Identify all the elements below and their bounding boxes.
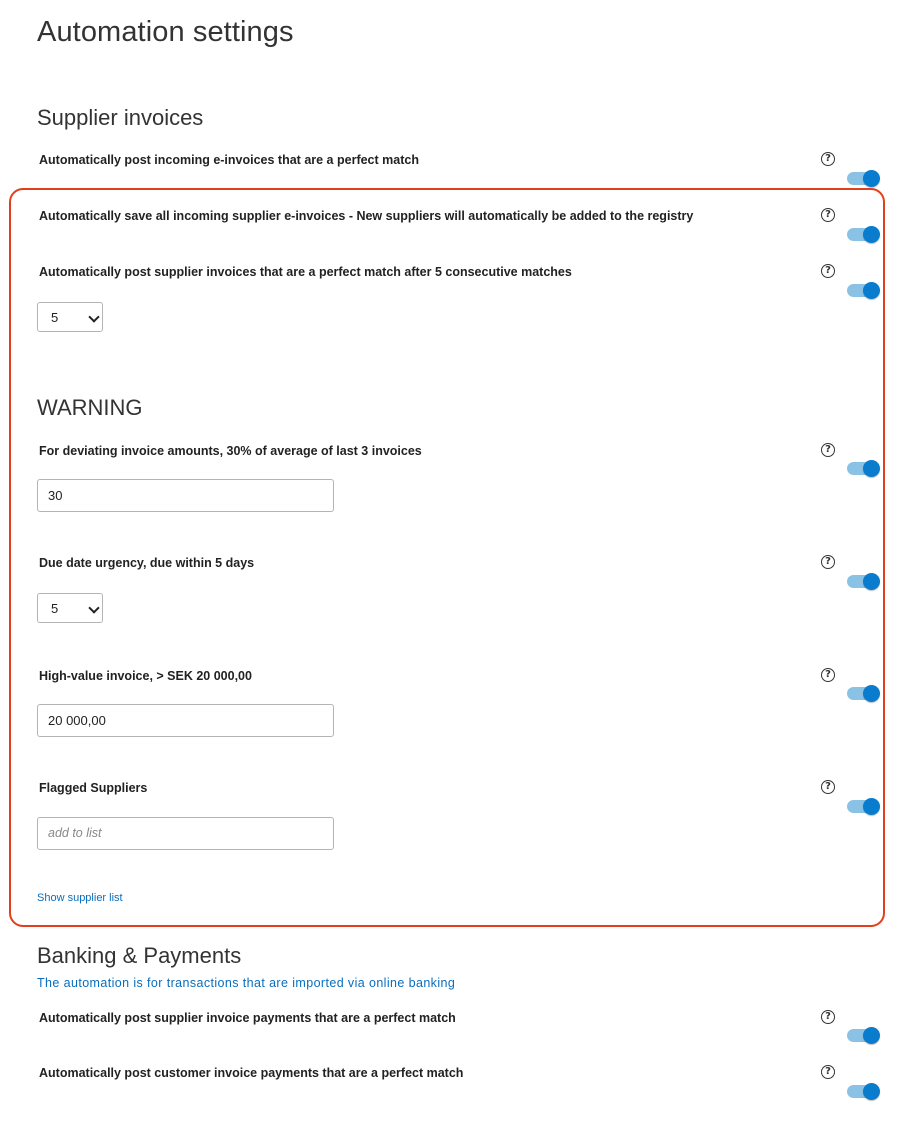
flagged-suppliers-toggle[interactable] xyxy=(847,797,879,817)
deviating-amounts-label: For deviating invoice amounts, 30% of average of last 3 invoices xyxy=(39,444,422,458)
question-circle-icon[interactable]: ? xyxy=(821,555,835,569)
customer-payments-toggle[interactable] xyxy=(847,1082,879,1102)
due-days-select[interactable] xyxy=(37,593,103,623)
save-einvoices-toggle[interactable] xyxy=(847,225,879,245)
question-circle-icon[interactable]: ? xyxy=(821,264,835,278)
post-after-matches-label: Automatically post supplier invoices that are a perfect match after 5 consecutive matches xyxy=(39,265,572,279)
post-after-matches-toggle[interactable] xyxy=(847,281,879,301)
due-days-value: 5 xyxy=(51,601,59,616)
consecutive-matches-value: 5 xyxy=(51,310,59,325)
question-circle-icon[interactable]: ? xyxy=(821,668,835,682)
question-circle-icon[interactable]: ? xyxy=(821,208,835,222)
warning-title: WARNING xyxy=(37,395,143,420)
due-date-label: Due date urgency, due within 5 days xyxy=(39,556,255,570)
question-circle-icon[interactable]: ? xyxy=(821,1065,835,1079)
customer-payments-label: Automatically post customer invoice payments that are a perfect match xyxy=(39,1066,464,1080)
high-value-toggle[interactable] xyxy=(847,684,879,704)
deviating-amounts-toggle[interactable] xyxy=(847,459,879,479)
save-einvoices-label: Automatically save all incoming supplier e-invoices - New suppliers will automatically be added to the registry xyxy=(39,209,694,223)
chevron-down-icon xyxy=(88,311,99,322)
page-title: Automation settings xyxy=(37,16,294,48)
consecutive-matches-select[interactable] xyxy=(37,302,103,332)
deviating-amounts-input[interactable]: 30 xyxy=(37,479,334,512)
supplier-payments-toggle[interactable] xyxy=(847,1026,879,1046)
high-value-label: High-value invoice, > SEK 20 000,00 xyxy=(39,669,252,683)
banking-subtitle: The automation is for transactions that are imported via online banking xyxy=(37,976,456,990)
supplier-payments-label: Automatically post supplier invoice payments that are a perfect match xyxy=(39,1011,456,1025)
banking-payments-title: Banking & Payments xyxy=(37,943,242,968)
due-date-toggle[interactable] xyxy=(847,572,879,592)
question-circle-icon[interactable]: ? xyxy=(821,780,835,794)
flagged-suppliers-input[interactable]: add to list xyxy=(37,817,334,850)
post-einvoices-label: Automatically post incoming e-invoices that are a perfect match xyxy=(39,153,419,167)
high-value-input[interactable]: 20 000,00 xyxy=(37,704,334,737)
question-circle-icon[interactable]: ? xyxy=(821,152,835,166)
chevron-down-icon xyxy=(88,602,99,613)
question-circle-icon[interactable]: ? xyxy=(821,443,835,457)
supplier-invoices-title: Supplier invoices xyxy=(37,105,204,130)
show-supplier-list-link[interactable]: Show supplier list xyxy=(37,892,123,904)
question-circle-icon[interactable]: ? xyxy=(821,1010,835,1024)
flagged-suppliers-label: Flagged Suppliers xyxy=(39,781,148,795)
post-einvoices-toggle[interactable] xyxy=(847,169,879,189)
